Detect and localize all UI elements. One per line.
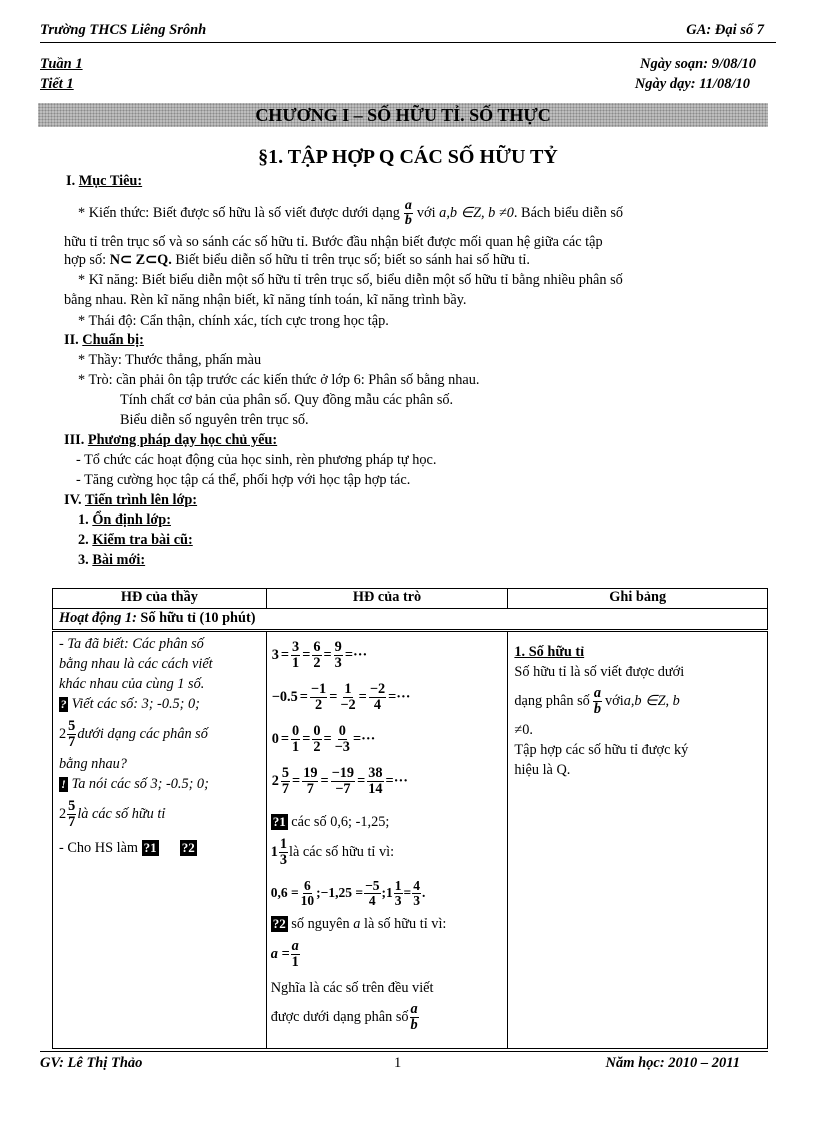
method-2: - Tăng cường học tập cá thể, phối hợp với học tập hợp tác. xyxy=(76,472,411,488)
prep-teacher: * Thầy: Thước thẳng, phấn màu xyxy=(78,352,262,368)
header-rule xyxy=(40,42,776,43)
board-line-3: ≠0. xyxy=(514,722,533,738)
col-teacher-header: HĐ của thầy xyxy=(53,589,267,609)
teacher-line-4: ? Viết các số: 3; -0.5; 0; xyxy=(60,696,200,712)
col-board-header: Ghi bảng xyxy=(508,589,768,609)
board-cell xyxy=(508,631,768,1049)
student-cell xyxy=(266,631,508,1049)
step-3: 3. Bài mới: xyxy=(78,552,146,568)
q1-answer-icon: ?1 xyxy=(272,814,286,829)
methods-heading: III. Phương pháp dạy học chủ yếu: xyxy=(64,432,278,448)
table-row xyxy=(53,631,768,1049)
exclamation-icon: ! xyxy=(59,777,68,792)
school-name: Trường THCS Liêng Srônh xyxy=(40,22,207,38)
period-label: Tiết 1 xyxy=(40,76,74,92)
board-line-5: hiệu là Q. xyxy=(514,762,571,778)
table-header-row xyxy=(53,589,768,609)
equation-row-4: 2 $\frac{5}{7}$ = $\frac{19}{7}$ = $\frac{-19}{-7}$ = $\frac{38}{14}$ =··· xyxy=(271,765,408,797)
col-student-header: HĐ của trò xyxy=(266,589,508,609)
q2-answer-line: ?2 số nguyên a là số hữu tỉ vì: xyxy=(272,916,447,932)
equation-row-2: −0.5 = $\frac{-1}{2}$ = $\frac{1}{-2}$ = $\frac{-2}{4}$ =··· xyxy=(271,681,411,713)
q2-answer-icon: ?2 xyxy=(272,916,286,931)
teacher-cell xyxy=(53,631,267,1049)
step-2: 2. Kiểm tra bài cũ: xyxy=(78,532,193,548)
footer-year: Năm học: 2010 – 2011 xyxy=(605,1055,740,1071)
activity-title: Hoạt động 1: Số hữu tỉ (10 phút) xyxy=(53,609,768,631)
equation-row-3: 0 = $\frac{0}{1}$ = $\frac{0}{2}$ = $\frac{0}{-3}$ =··· xyxy=(271,723,376,755)
teacher-line-1: - Ta đã biết: Các phân số xyxy=(59,636,204,652)
preparation-heading: II. Chuẩn bị: xyxy=(64,332,144,348)
board-line-1: Số hữu tỉ là số viết được dưới xyxy=(514,664,685,680)
teacher-line-8: 2 $\frac{5}{7}$ là các số hữu tỉ xyxy=(59,798,166,830)
objectives-heading: I. Mục Tiêu: xyxy=(66,173,143,189)
q1-answer-line: ?1 các số 0,6; -1,25; xyxy=(272,814,390,830)
attitude-line: * Thái độ: Cẩn thận, chính xác, tích cực trong học tập. xyxy=(78,313,389,329)
q2-icon: ?2 xyxy=(181,840,195,855)
knowledge-line-2: hữu tỉ trên trục số và so sánh các số hữu tỉ. Bước đầu nhận biết được mối quan hệ giữa các tập xyxy=(64,234,603,250)
page-number: 1 xyxy=(394,1055,402,1071)
equation-row-1: 3 = $\frac{3}{1}$ = $\frac{6}{2}$ = $\frac{9}{3}$ =··· xyxy=(271,639,368,671)
subject-label: GA: Đại số 7 xyxy=(686,22,764,38)
footer-teacher: GV: Lê Thị Thảo xyxy=(40,1055,143,1071)
knowledge-line-1: * Kiến thức: Biết được số hữu là số viết được dưới dạng $\frac{a}{b}$ với a,b ∈Z, b ≠0 . Bách biểu diễn số xyxy=(78,197,624,228)
skills-line-2: bằng nhau. Rèn kĩ năng nhận biết, kĩ năng tính toán, kĩ năng trình bầy. xyxy=(64,292,467,308)
q1-answer-line-2: 1 $\frac{1}{3}$ là các số hữu tỉ vì: xyxy=(270,836,395,868)
board-line-4: Tập hợp các số hữu tỉ được ký xyxy=(514,742,689,758)
teach-date: Ngày dạy: 11/08/10 xyxy=(634,76,750,92)
activity-table xyxy=(52,588,768,1049)
teacher-line-9: - Cho HS làm ?1 ?2 xyxy=(59,840,195,856)
teacher-line-3: khác nhau của cùng 1 số. xyxy=(59,676,205,692)
lesson-title: §1. TẬP HỢP Q CÁC SỐ HỮU TỶ xyxy=(258,146,558,168)
chapter-banner: CHƯƠNG I – SỐ HỮU TỈ. SỐ THỰC xyxy=(38,103,768,127)
board-heading: 1. Số hữu tỉ xyxy=(514,644,585,660)
q1-icon: ?1 xyxy=(143,840,157,855)
prep-student-2: Tính chất cơ bản của phân số. Quy đồng mẫu các phân số. xyxy=(120,392,454,408)
q1-equation: 0,6 = $\frac{6}{10}$ ;−1,25 = $\frac{-5}{4}$ ;1 $\frac{1}{3}$ = $\frac{4}{3}$ . xyxy=(270,878,426,908)
procedure-heading: IV. Tiến trình lên lớp: xyxy=(64,492,198,508)
teacher-line-7: ! Ta nói các số 3; -0.5; 0; xyxy=(59,774,262,794)
activity-row xyxy=(53,609,768,631)
conclusion-line-1: Nghĩa là các số trên đều viết xyxy=(270,980,434,996)
board-line-2: dạng phân số $\frac{a}{b}$ với a,b ∈Z, b xyxy=(514,685,680,717)
teacher-line-2: bằng nhau là các cách viết xyxy=(59,656,213,672)
method-1: - Tổ chức các hoạt động của học sinh, rèn phương pháp tự học. xyxy=(76,452,437,468)
mixed-fraction: $\frac{5}{7}$ xyxy=(68,718,76,750)
knowledge-line-3: hợp số: N⊂ Z⊂Q. Biết biểu diễn số hữu tỉ trên trục số; biết so sánh hai số hữu tỉ. xyxy=(64,252,530,268)
week-label: Tuần 1 xyxy=(40,56,83,72)
conclusion-line-2: được dưới dạng phân số $\frac{a}{b}$ xyxy=(270,1001,418,1033)
question-mark-icon: ? xyxy=(60,697,67,711)
teacher-line-5: 2 $\frac{5}{7}$ dưới dạng các phân số xyxy=(59,718,208,750)
prep-date: Ngày soạn: 9/08/10 xyxy=(640,56,756,72)
teacher-line-6: bằng nhau? xyxy=(59,756,127,772)
step-1: 1. Ổn định lớp: xyxy=(78,512,171,528)
footer-rule xyxy=(40,1051,768,1052)
q2-equation: a = $\frac{a}{1}$ xyxy=(270,938,299,970)
prep-student: * Trò: cần phải ôn tập trước các kiến thức ở lớp 6: Phân số bằng nhau. xyxy=(78,372,480,388)
fraction-a-over-b: $\frac{a}{b}$ xyxy=(404,197,412,228)
prep-student-3: Biểu diễn số nguyên trên trục số. xyxy=(120,412,309,428)
skills-line-1: * Kĩ năng: Biết biểu diễn một số hữu tỉ trên trục số, biểu diễn một số hữu tỉ bằng nhiều phân số xyxy=(78,272,623,288)
mixed-fraction-2: $\frac{5}{7}$ xyxy=(68,798,76,830)
